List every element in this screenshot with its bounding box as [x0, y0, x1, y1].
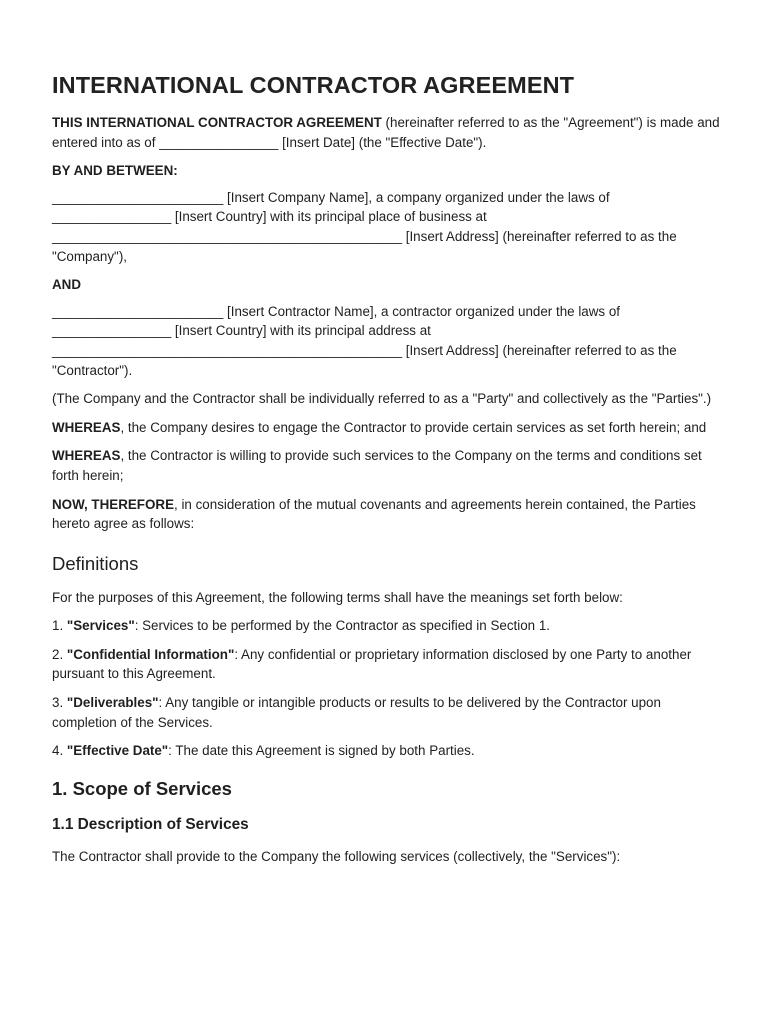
definition-item — [52, 645, 724, 684]
between-heading — [52, 161, 724, 181]
whereas-2-bold: WHEREAS — [52, 448, 121, 464]
section-1-1-text: The Contractor shall provide to the Company the following services (collectively, the "Services"): — [52, 848, 621, 864]
whereas-1-text: , the Company desires to engage the Contractor to provide certain services as set forth herein; and — [120, 419, 707, 435]
section-1-1-heading: 1.1 Description of Services — [52, 815, 249, 833]
definition-item — [52, 693, 724, 732]
now-therefore — [52, 495, 724, 534]
company-block: _______________________ [Insert Company Name], a company organized under the laws of ________________ [Insert Country] with its principal place of business at _______________________________________________ [Insert Address] (hereinafter referred to as the "Company"), — [52, 189, 677, 264]
contractor-block: _______________________ [Insert Contractor Name], a contractor organized under the laws of ________________ [Insert Country] with its principal address at _______________________________________________ [Insert Address] (hereinafter referred to as the "Contractor"). — [52, 303, 677, 378]
definition-term: "Effective Date" — [66, 743, 169, 759]
definitions-heading: Definitions — [52, 552, 139, 574]
definition-number: 1. — [52, 618, 67, 634]
definition-term: "Confidential Information" — [66, 646, 235, 662]
document-content — [52, 70, 724, 875]
parties-note: (The Company and the Contractor shall be individually referred to as a "Party" and collectively as the "Parties".) — [52, 391, 712, 407]
whereas-1 — [52, 418, 724, 438]
definition-text: : Any confidential or proprietary information disclosed by one Party to another pursuant to this Agreement. — [52, 646, 692, 682]
definition-number: 4. — [52, 743, 67, 759]
definition-term: "Deliverables" — [66, 695, 159, 711]
intro-paragraph — [52, 113, 724, 152]
definition-item — [52, 741, 724, 761]
now-therefore-text: , in consideration of the mutual covenants and agreements herein contained, the Parties hereto agree as follows: — [52, 496, 696, 532]
whereas-2 — [52, 446, 724, 485]
section-1-heading: 1. Scope of Services — [52, 777, 232, 799]
between-heading-text: BY AND BETWEEN: — [52, 163, 178, 179]
and-heading — [52, 275, 724, 295]
document-title: INTERNATIONAL CONTRACTOR AGREEMENT — [52, 72, 575, 98]
intro-text: (hereinafter referred to as the "Agreement") is made and entered into as of ________________ [Insert Date] (the "Effective Date"). — [52, 115, 720, 150]
definition-text: : Services to be performed by the Contractor as specified in Section 1. — [134, 618, 551, 634]
whereas-1-bold: WHEREAS — [52, 419, 121, 435]
definition-number: 3. — [52, 695, 67, 711]
whereas-2-text: , the Contractor is willing to provide such services to the Company on the terms and conditions set forth herein; — [52, 448, 702, 483]
definition-text: : The date this Agreement is signed by both Parties. — [168, 743, 475, 759]
definition-number: 2. — [52, 646, 67, 662]
and-heading-text: AND — [52, 277, 82, 293]
definition-item — [52, 616, 724, 636]
now-therefore-bold: NOW, THEREFORE — [52, 496, 175, 512]
definitions-intro: For the purposes of this Agreement, the following terms shall have the meanings set forth below: — [52, 589, 623, 605]
definition-term: "Services" — [66, 618, 135, 634]
intro-bold: THIS INTERNATIONAL CONTRACTOR AGREEMENT — [52, 115, 382, 130]
definition-text: : Any tangible or intangible products or results to be delivered by the Contractor upon completion of the Services. — [52, 695, 661, 730]
